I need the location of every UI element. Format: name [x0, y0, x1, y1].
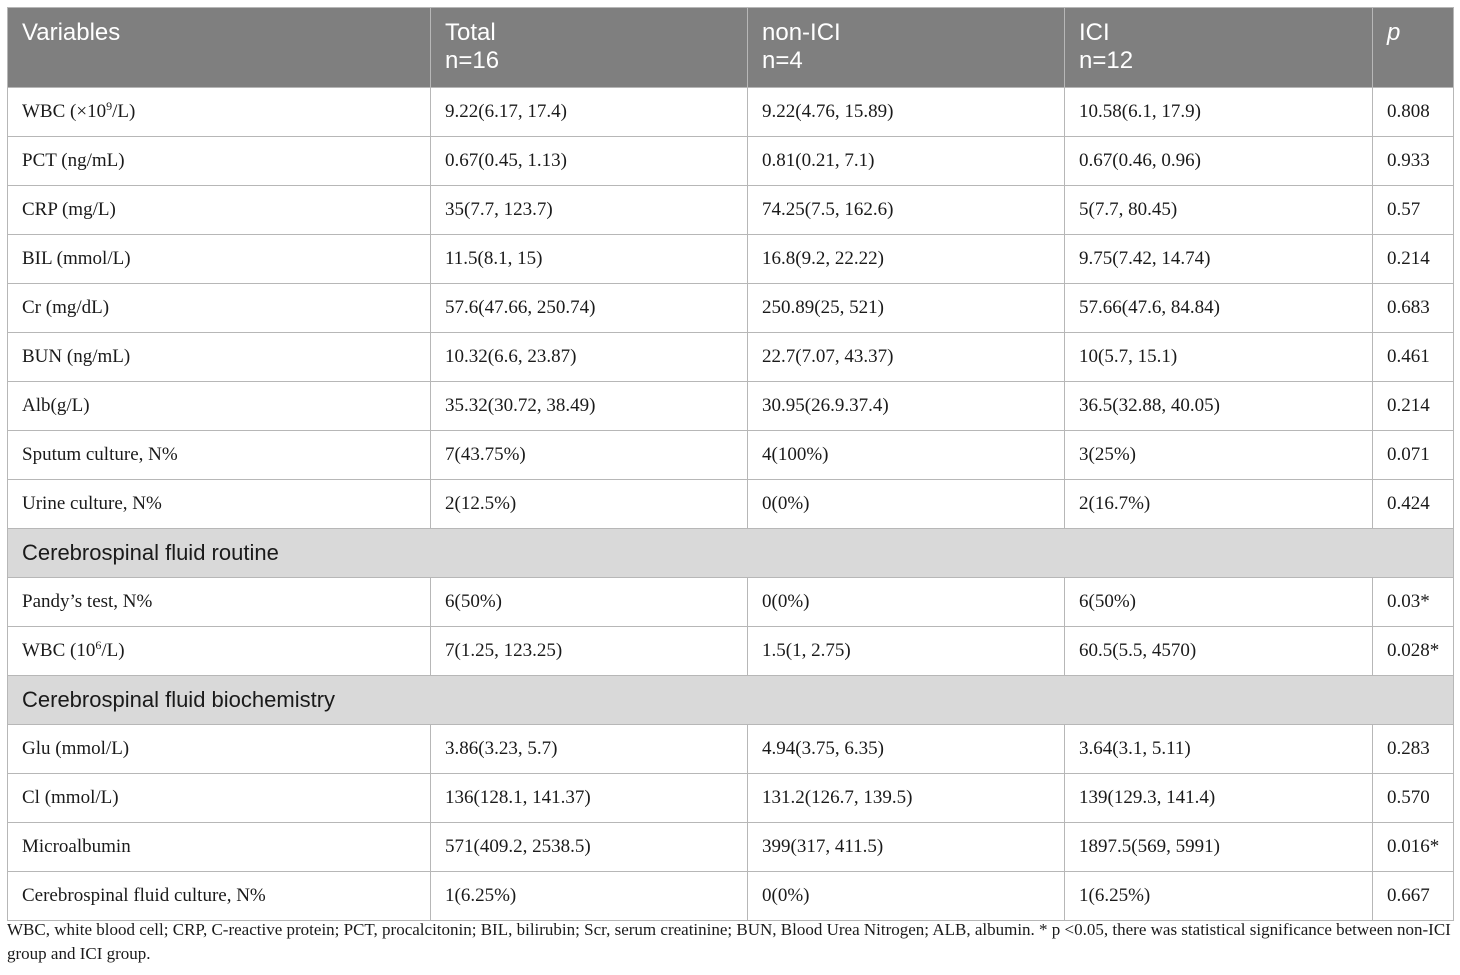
cell-non-ici: 0(0%) — [748, 480, 1065, 529]
table-row — [8, 431, 1454, 480]
cell-non-ici: 131.2(126.7, 139.5) — [748, 774, 1065, 823]
cell-ici: 57.66(47.6, 84.84) — [1065, 284, 1373, 333]
cell-variable: Cr (mg/dL) — [8, 284, 431, 333]
cell-total: 57.6(47.66, 250.74) — [431, 284, 748, 333]
cell-p: 0.808 — [1373, 88, 1454, 137]
table-row — [8, 235, 1454, 284]
cell-p: 0.667 — [1373, 872, 1454, 921]
cell-ici: 36.5(32.88, 40.05) — [1065, 382, 1373, 431]
header-non-ici: non-ICI n=4 — [748, 8, 1065, 88]
cell-total: 6(50%) — [431, 578, 748, 627]
cell-variable: Microalbumin — [8, 823, 431, 872]
cell-non-ici: 1.5(1, 2.75) — [748, 627, 1065, 676]
section-row-csf-biochemistry — [8, 676, 1454, 725]
cell-ici: 10.58(6.1, 17.9) — [1065, 88, 1373, 137]
cell-total: 0.67(0.45, 1.13) — [431, 137, 748, 186]
cell-p: 0.016* — [1373, 823, 1454, 872]
table-row — [8, 88, 1454, 137]
cell-ici: 3(25%) — [1065, 431, 1373, 480]
header-variables: Variables — [8, 8, 431, 88]
cell-variable: Alb(g/L) — [8, 382, 431, 431]
cell-ici: 9.75(7.42, 14.74) — [1065, 235, 1373, 284]
table-row — [8, 382, 1454, 431]
cell-ici: 1897.5(569, 5991) — [1065, 823, 1373, 872]
cell-non-ici: 0(0%) — [748, 872, 1065, 921]
cell-ici: 1(6.25%) — [1065, 872, 1373, 921]
cell-total: 2(12.5%) — [431, 480, 748, 529]
cell-non-ici: 16.8(9.2, 22.22) — [748, 235, 1065, 284]
table-row — [8, 823, 1454, 872]
table-row — [8, 333, 1454, 382]
cell-variable: Glu (mmol/L) — [8, 725, 431, 774]
cell-variable: CRP (mg/L) — [8, 186, 431, 235]
cell-p: 0.028* — [1373, 627, 1454, 676]
table-row — [8, 480, 1454, 529]
cell-variable: Urine culture, N% — [8, 480, 431, 529]
cell-non-ici: 9.22(4.76, 15.89) — [748, 88, 1065, 137]
cell-ici: 0.67(0.46, 0.96) — [1065, 137, 1373, 186]
cell-p: 0.57 — [1373, 186, 1454, 235]
cell-total: 571(409.2, 2538.5) — [431, 823, 748, 872]
cell-ici: 10(5.7, 15.1) — [1065, 333, 1373, 382]
cell-variable: Cerebrospinal fluid culture, N% — [8, 872, 431, 921]
cell-non-ici: 0.81(0.21, 7.1) — [748, 137, 1065, 186]
cell-total: 1(6.25%) — [431, 872, 748, 921]
cell-p: 0.03* — [1373, 578, 1454, 627]
table-row — [8, 186, 1454, 235]
cell-p: 0.461 — [1373, 333, 1454, 382]
lab-results-table — [7, 7, 1454, 921]
cell-p: 0.283 — [1373, 725, 1454, 774]
cell-variable: Sputum culture, N% — [8, 431, 431, 480]
cell-variable: PCT (ng/mL) — [8, 137, 431, 186]
cell-non-ici: 30.95(26.9.37.4) — [748, 382, 1065, 431]
cell-ici: 2(16.7%) — [1065, 480, 1373, 529]
cell-p: 0.214 — [1373, 382, 1454, 431]
cell-non-ici: 250.89(25, 521) — [748, 284, 1065, 333]
table-row — [8, 578, 1454, 627]
cell-ici: 3.64(3.1, 5.11) — [1065, 725, 1373, 774]
cell-variable: Pandy’s test, N% — [8, 578, 431, 627]
cell-non-ici: 74.25(7.5, 162.6) — [748, 186, 1065, 235]
cell-total: 35.32(30.72, 38.49) — [431, 382, 748, 431]
header-ici: ICI n=12 — [1065, 8, 1373, 88]
section-title: Cerebrospinal fluid biochemistry — [8, 676, 1454, 725]
cell-total: 3.86(3.23, 5.7) — [431, 725, 748, 774]
cell-ici: 6(50%) — [1065, 578, 1373, 627]
cell-ici: 5(7.7, 80.45) — [1065, 186, 1373, 235]
cell-total: 7(1.25, 123.25) — [431, 627, 748, 676]
header-p-value: p — [1373, 8, 1454, 88]
table-row — [8, 872, 1454, 921]
cell-total: 10.32(6.6, 23.87) — [431, 333, 748, 382]
section-row-csf-routine — [8, 529, 1454, 578]
cell-total: 11.5(8.1, 15) — [431, 235, 748, 284]
cell-total: 35(7.7, 123.7) — [431, 186, 748, 235]
cell-p: 0.683 — [1373, 284, 1454, 333]
cell-total: 7(43.75%) — [431, 431, 748, 480]
cell-non-ici: 399(317, 411.5) — [748, 823, 1065, 872]
data-table-container — [7, 7, 1453, 921]
cell-non-ici: 22.7(7.07, 43.37) — [748, 333, 1065, 382]
cell-total: 136(128.1, 141.37) — [431, 774, 748, 823]
cell-non-ici: 4(100%) — [748, 431, 1065, 480]
cell-variable: BUN (ng/mL) — [8, 333, 431, 382]
table-row — [8, 284, 1454, 333]
cell-p: 0.071 — [1373, 431, 1454, 480]
cell-p: 0.424 — [1373, 480, 1454, 529]
cell-non-ici: 4.94(3.75, 6.35) — [748, 725, 1065, 774]
cell-p: 0.214 — [1373, 235, 1454, 284]
cell-variable: WBC $(\times 10^9/L)$ — [8, 88, 431, 137]
table-row — [8, 774, 1454, 823]
cell-p: 0.933 — [1373, 137, 1454, 186]
cell-non-ici: 0(0%) — [748, 578, 1065, 627]
header-total: Total n=16 — [431, 8, 748, 88]
table-header-row — [8, 8, 1454, 88]
cell-variable: WBC $(10^6/L)$ — [8, 627, 431, 676]
cell-ici: 139(129.3, 141.4) — [1065, 774, 1373, 823]
cell-p: 0.570 — [1373, 774, 1454, 823]
cell-variable: BIL (mmol/L) — [8, 235, 431, 284]
cell-total: 9.22(6.17, 17.4) — [431, 88, 748, 137]
table-row — [8, 137, 1454, 186]
table-row — [8, 627, 1454, 676]
table-footnote: WBC, white blood cell; CRP, C-reactive protein; PCT, procalcitonin; BIL, bilirubin; Scr, serum creatinine; BUN, Blood Urea Nitrogen; ALB, albumin. * p <0.05, there was statistical significance between non-ICI group and ICI group. — [7, 920, 1451, 963]
cell-ici: 60.5(5.5, 4570) — [1065, 627, 1373, 676]
section-title: Cerebrospinal fluid routine — [8, 529, 1454, 578]
cell-variable: Cl (mmol/L) — [8, 774, 431, 823]
table-row — [8, 725, 1454, 774]
